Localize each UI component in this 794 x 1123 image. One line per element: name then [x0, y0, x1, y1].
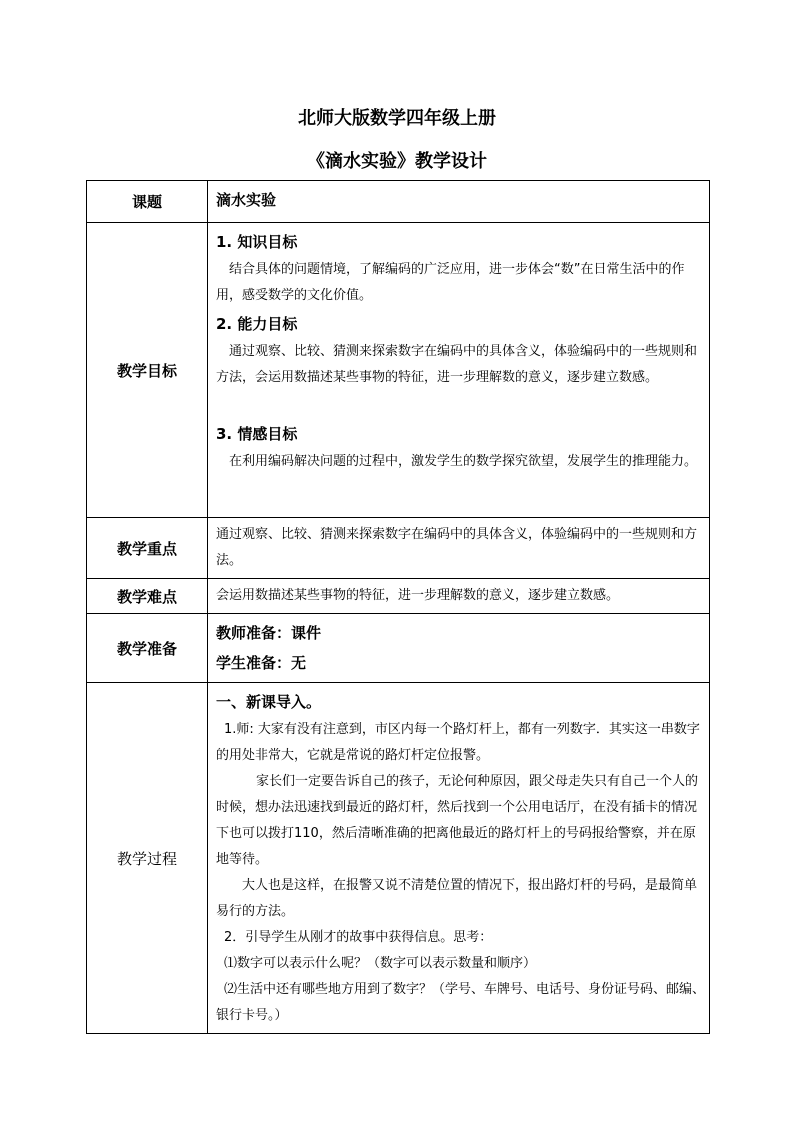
- emotion-goal-heading: 3. 情感目标: [216, 425, 298, 443]
- document-subtitle: 《滴水实验》教学设计: [307, 151, 487, 172]
- process-label: 教学过程: [87, 683, 208, 1034]
- preparation-label: 教学准备: [87, 614, 208, 683]
- goals-label: 教学目标: [87, 223, 208, 518]
- key-points-text: 通过观察、比较、猜测来探索数字在编码中的具体含义，体验编码中的一些规则和方法。: [208, 518, 710, 579]
- table-row-goals: [87, 223, 710, 518]
- difficulties-text: 会运用数描述某些事物的特征，进一步理解数的意义，逐步建立数感。: [208, 579, 710, 614]
- difficulties-label: 教学难点: [87, 579, 208, 614]
- table-row-difficulties: [87, 579, 710, 614]
- process-paragraph: 家长们一定要告诉自己的孩子，无论何种原因，跟父母走失只有自己一个人的时候，想办法迅速找到最近的路灯杆，然后找到一个公用电话厅，在没有插卡的情况下也可以拨打110，然后清晰准确的把离他最近的路灯杆上的号码报给警察，并在原地等待。: [216, 774, 699, 867]
- key-points-label: 教学重点: [87, 518, 208, 579]
- process-paragraph: ⑵生活中还有哪些地方用到了数字？（学号、车牌号、电话号、身份证号码、邮编、银行卡号。）: [216, 982, 706, 1023]
- student-preparation: 学生准备：无: [216, 654, 307, 672]
- preparation-content: [208, 614, 710, 683]
- emotion-goal-text: 在利用编码解决问题的过程中，激发学生的数学探究欲望，发展学生的推理能力。: [229, 454, 698, 469]
- process-paragraph: 1.师: 大家有没有注意到，市区内每一个路灯杆上，都有一列数字．其实这一串数字的用处非常大，它就是常说的路灯杆定位报警。: [216, 722, 700, 763]
- knowledge-goal-text: 结合具体的问题情境，了解编码的广泛应用，进一步体会“数”在日常生活中的作用，感受数学的文化价值。: [216, 262, 685, 303]
- process-paragraph: 2．引导学生从刚才的故事中获得信息。思考：: [224, 930, 493, 945]
- teacher-preparation: 教师准备：课件: [216, 624, 322, 642]
- table-row-topic: [87, 181, 710, 223]
- table-row-preparation: [87, 614, 710, 683]
- document-title: 北师大版数学四年级上册: [298, 108, 496, 129]
- lesson-plan-table: [86, 180, 710, 1034]
- knowledge-goal-heading: 1. 知识目标: [216, 233, 298, 251]
- process-paragraph: 大人也是这样，在报警又说不清楚位置的情况下，报出路灯杆的号码，是最简单易行的方法。: [216, 878, 698, 919]
- ability-goal-heading: 2. 能力目标: [216, 315, 298, 333]
- process-section-heading: 一、新课导入。: [216, 693, 322, 711]
- topic-value: 滴水实验: [208, 181, 710, 223]
- ability-goal-text: 通过观察、比较、猜测来探索数字在编码中的具体含义，体验编码中的一些规则和方法，会运用数描述某些事物的特征，进一步理解数的意义，逐步建立数感。: [216, 344, 698, 385]
- topic-label: 课题: [87, 181, 208, 223]
- process-paragraph: ⑴数字可以表示什么呢？（数字可以表示数量和顺序）: [224, 956, 537, 971]
- process-content: [208, 683, 710, 1034]
- table-row-process: [87, 683, 710, 1034]
- table-row-key-points: [87, 518, 710, 579]
- goals-content: [208, 223, 710, 518]
